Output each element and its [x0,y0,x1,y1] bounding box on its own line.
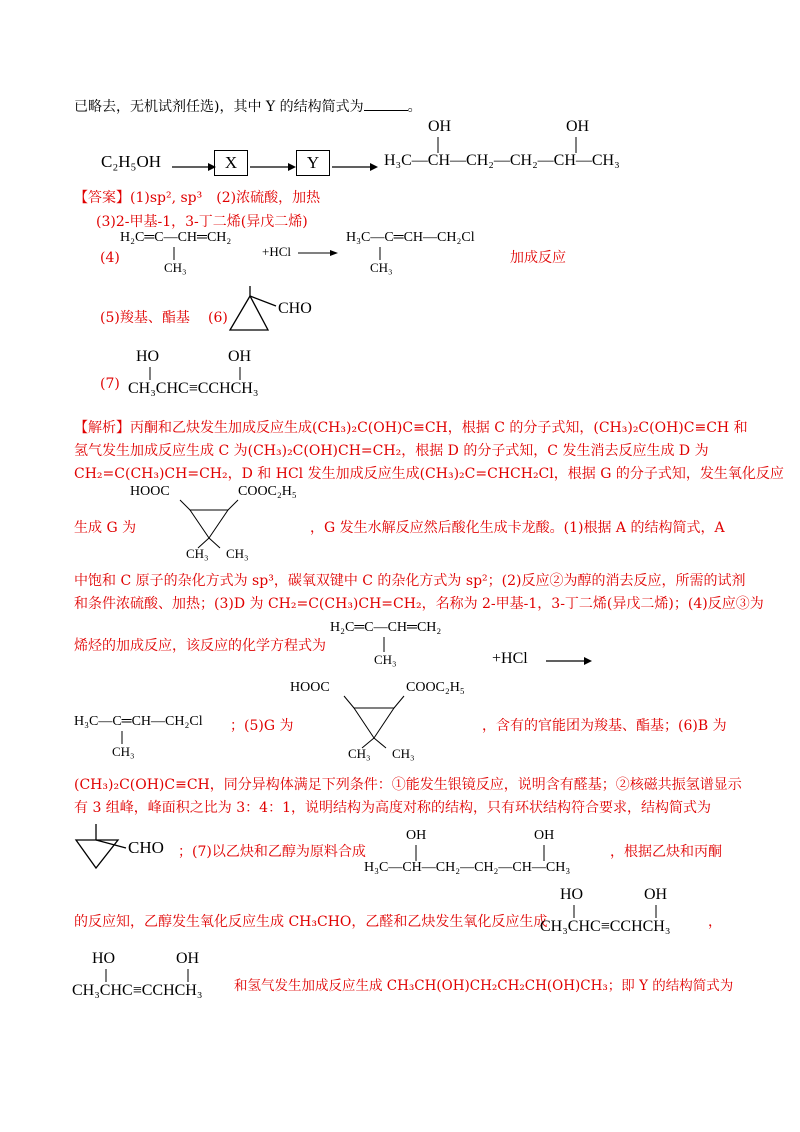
route-arrow-2 [250,162,296,172]
answer-1-2: (1)sp², sp³ (2)浓硫酸，加热 [130,190,321,206]
analysis-line-2: 氢气发生加成反应生成 C 为(CH₃)₂C(OH)CH=CH₂，根据 D 的分子式知，C 发生消去反应生成 D 为 [74,443,709,459]
reaction-type: 加成反应 [510,250,566,266]
analysis-line-8a: ；(5)G 为 [230,718,294,734]
g2-ring [334,696,414,750]
g1-ch3-a: CH₃ [186,546,209,561]
analysis-isoprene-ch3: CH₃ [374,652,397,667]
analysis-line-1 [74,418,748,438]
analysis-line-13: 和氢气发生加成反应生成 CH₃CH(OH)CH₂CH₂CH(OH)CH₃；即 Y 的结构简式为 [234,978,734,994]
analysis-label: 【解析】 [74,420,130,436]
analysis-line-3: CH₂=C(CH₃)CH=CH₂，D 和 HCl 发生加成反应生成(CH₃)₂C=CHCH₂Cl，根据 G 的分子式知，发生氧化反应 [74,466,784,482]
yne-oh-1: OH [228,348,252,365]
yne-bonds-3 [0,0,1,1]
g1-ring [170,500,250,550]
analysis-line-11a: ；(7)以乙炔和乙醇为原料合成 [178,844,366,860]
analysis-line-9: (CH₃)₂C(OH)C≡CH，同分异构体满足下列条件：①能发生银镜反应，说明含有醛基；②核磁共振氢谱显示 [74,777,742,793]
g2-ch3-a: CH₃ [348,746,371,761]
g1-hooc: HOOC [130,484,170,499]
analysis-isoprene: H₂C═C—CH═CH₂ [330,620,442,635]
isoprene-chain: H₂C═C—CH═CH₂ [120,230,232,245]
analysis-diol-chain: H₃C—CH—CH₂—CH₂—CH—CH₃ [364,860,571,875]
analysis-product-chain: H₃C—C═CH—CH₂Cl [74,714,203,729]
analysis-line-6: 和条件浓硫酸、加热；(3)D 为 CH₂=C(CH₃)CH=CH₂，名称为 2-甲基-1，3-丁二烯(异戊二烯)；(4)反应③为 [74,596,764,612]
answer-blank [364,96,408,111]
question-period: 。 [407,99,422,115]
g2-cooc2h5: COOC₂H₅ [406,680,465,695]
yne-ho-1: HO [136,348,160,365]
diol-oh-2: OH [566,118,590,135]
target-diol-chain: H₃C—CH—CH₂—CH₂—CH—CH₃ [384,152,620,169]
analysis-product-ch3: CH₃ [112,744,135,759]
analysis-diol-oh-1: OH [406,828,427,843]
cho-label-2: CHO [128,838,164,857]
cho-label-1: CHO [278,300,312,317]
reaction-arrow [298,248,338,258]
answer-5: (5)羧基、酯基 [100,310,190,326]
g2-ch3-b: CH₃ [392,746,415,761]
yne-chain-1: CH₃CHC≡CCHCH₃ [128,380,259,397]
hcl-reagent: +HCl [262,244,292,259]
answer-4-num: (4) [100,250,120,266]
yne-oh-3: OH [176,950,200,967]
yne-oh-2: OH [644,886,668,903]
analysis-line-7: 烯烃的加成反应，该反应的化学方程式为 [74,638,326,654]
yne-ho-2: HO [560,886,584,903]
route-arrow-1 [172,162,216,172]
route-arrow-3 [332,162,378,172]
diol-oh-1: OH [428,118,452,135]
answer-line-1 [74,188,320,208]
analysis-diol-oh-2: OH [534,828,555,843]
yne-chain-2: CH₃CHC≡CCHCH₃ [540,918,671,935]
question-line [74,96,422,117]
box-y: Y [296,150,330,176]
answer-7-num: (7) [100,376,120,392]
analysis-hcl: +HCl [492,650,528,667]
answer-label: 【答案】 [74,190,130,206]
yne-chain-3: CH₃CHC≡CCHCH₃ [72,982,203,999]
analysis-line-4a: 生成 G 为 [74,520,137,536]
g1-cooc2h5: COOC₂H₅ [238,484,297,499]
answer-6-num: (6) [208,310,228,326]
analysis-line-10: 有 3 组峰，峰面积之比为 3：4：1，说明结构为高度对称的结构，只有环状结构符合要求，结构简式为 [74,800,711,816]
analysis-line-4b: ，G 发生水解反应然后酸化生成卡龙酸。(1)根据 A 的结构简式，A [310,520,725,536]
isoprene-ch3: CH₃ [164,260,187,275]
analysis-text-1: 丙酮和乙炔发生加成反应生成(CH₃)₂C(OH)C≡CH，根据 C 的分子式知，(CH₃)₂C(OH)C≡CH 和 [130,420,748,436]
start-material: C₂H₅OH [101,152,162,171]
analysis-line-5: 中饱和 C 原子的杂化方式为 sp³，碳氧双键中 C 的杂化方式为 sp²；(2)反应②为醇的消去反应，所需的试剂 [74,573,746,589]
yne-ho-3: HO [92,950,116,967]
g1-ch3-b: CH₃ [226,546,249,561]
analysis-arrow [546,656,592,666]
box-x: X [214,150,248,176]
product-ch3: CH₃ [370,260,393,275]
analysis-line-11b: ，根据乙炔和丙酮 [610,844,722,860]
g2-hooc: HOOC [290,680,330,695]
product-chain: H₃C—C═CH—CH₂Cl [346,230,475,245]
analysis-line-8b: ，含有的官能团为羧基、酯基；(6)B 为 [482,718,727,734]
question-text: 已略去，无机试剂任选)，其中 Y 的结构简式为 [74,99,364,115]
analysis-line-12b: ， [708,914,722,930]
answer-3: (3)2-甲基-1，3-丁二烯(异戊二烯) [96,214,308,230]
analysis-line-12a: 的反应知，乙醇发生氧化反应生成 CH₃CHO，乙醛和乙炔发生氧化反应生成 [74,914,548,930]
